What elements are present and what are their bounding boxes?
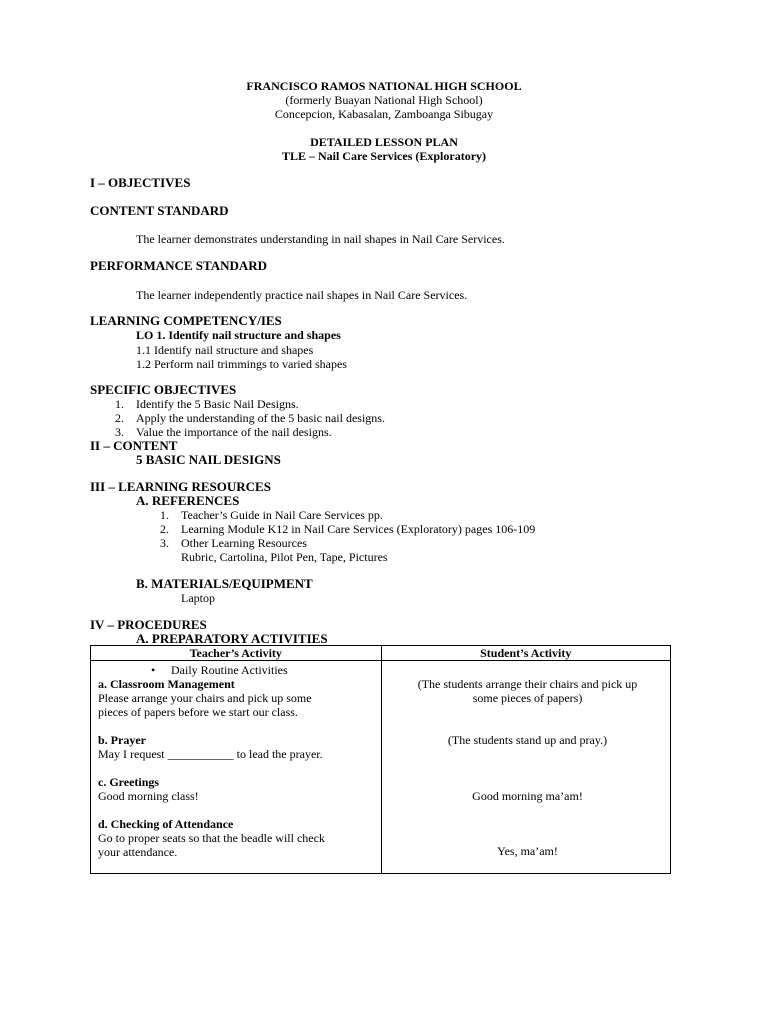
content-topic: 5 BASIC NAIL DESIGNS — [136, 452, 281, 467]
prayer-title: b. Prayer — [98, 733, 146, 747]
document-title: DETAILED LESSON PLAN — [310, 135, 458, 149]
preparatory-activities-heading: A. PREPARATORY ACTIVITIES — [136, 631, 328, 646]
other-resources-list: Rubric, Cartolina, Pilot Pen, Tape, Pictures — [181, 550, 388, 564]
references-heading: A. REFERENCES — [136, 493, 240, 508]
student-activity-header: Student’s Activity — [381, 646, 671, 661]
classroom-management-text: Please arrange your chairs and pick up some — [98, 691, 312, 705]
performance-standard-text: The learner independently practice nail shapes in Nail Care Services. — [136, 288, 468, 302]
greetings-text: Good morning class! — [98, 789, 199, 803]
content-standard-text: The learner demonstrates understanding in nail shapes in Nail Care Services. — [136, 232, 505, 246]
student-response-arrange: (The students arrange their chairs and pick up — [417, 677, 638, 691]
specific-objective-number: 1. — [115, 397, 124, 411]
attendance-text: Go to proper seats so that the beadle will check — [98, 831, 325, 845]
specific-objective-text: Apply the understanding of the 5 basic nail designs. — [136, 411, 385, 425]
school-address: Concepcion, Kabasalan, Zamboanga Sibugay — [274, 107, 494, 121]
bullet-icon: • — [151, 663, 156, 677]
content-heading: II – CONTENT — [90, 438, 178, 453]
content-standard-heading: CONTENT STANDARD — [90, 203, 229, 218]
learning-outcome-item: 1.2 Perform nail trimmings to varied shapes — [136, 357, 347, 371]
student-response-pray: (The students stand up and pray.) — [447, 733, 608, 747]
materials-heading — [136, 577, 313, 591]
performance-standard-heading: PERFORMANCE STANDARD — [90, 258, 268, 273]
attendance-text: your attendance. — [98, 845, 178, 859]
specific-objectives-heading: SPECIFIC OBJECTIVES — [90, 382, 237, 397]
specific-objective-text: Identify the 5 Basic Nail Designs. — [136, 397, 299, 411]
reference-number: 3. — [160, 536, 169, 550]
student-response-greeting: Good morning ma’am! — [472, 789, 583, 803]
specific-objective-number: 2. — [115, 411, 124, 425]
school-former-name: (formerly Buayan National High School) — [285, 93, 483, 107]
teacher-activity-header: Teacher’s Activity — [91, 646, 382, 661]
teacher-activity-cell — [91, 661, 382, 874]
specific-objective-text: Value the importance of the nail designs. — [136, 425, 332, 439]
table-row — [91, 661, 671, 874]
student-response-attendance: Yes, ma’am! — [497, 844, 558, 858]
objectives-heading: I – OBJECTIVES — [90, 175, 191, 190]
learning-outcome-item: 1.1 Identify nail structure and shapes — [136, 343, 314, 357]
daily-routine-label: Daily Routine Activities — [171, 663, 288, 677]
reference-number: 2. — [160, 522, 169, 536]
student-response-arrange: some pieces of papers) — [472, 691, 583, 705]
reference-item: Teacher’s Guide in Nail Care Services pp. — [181, 508, 383, 522]
student-activity-cell — [381, 661, 671, 874]
attendance-title: d. Checking of Attendance — [98, 817, 234, 831]
school-name: FRANCISCO RAMOS NATIONAL HIGH SCHOOL — [246, 79, 522, 93]
table-header-row — [91, 646, 671, 661]
subject-title: TLE – Nail Care Services (Exploratory) — [281, 149, 487, 163]
resources-heading: III – LEARNING RESOURCES — [90, 479, 271, 494]
greetings-title: c. Greetings — [98, 775, 160, 789]
classroom-management-text: pieces of papers before we start our class. — [98, 705, 298, 719]
reference-item: Learning Module K12 in Nail Care Services (Exploratory) pages 106-109 — [181, 522, 536, 536]
materials-item: Laptop — [181, 591, 215, 605]
activities-table — [90, 645, 671, 874]
reference-item: Other Learning Resources — [181, 536, 307, 550]
learning-outcome-title: LO 1. Identify nail structure and shapes — [136, 328, 341, 342]
prayer-text: May I request ___________ to lead the prayer. — [98, 747, 323, 761]
procedures-heading: IV – PROCEDURES — [90, 617, 207, 632]
classroom-management-title: a. Classroom Management — [98, 677, 235, 691]
competency-heading: LEARNING COMPETENCY/IES — [90, 313, 282, 328]
specific-objective-number: 3. — [115, 425, 124, 439]
reference-number: 1. — [160, 508, 169, 522]
materials-heading-text: B. MATERIALS/EQUIPMENT — [136, 576, 313, 591]
